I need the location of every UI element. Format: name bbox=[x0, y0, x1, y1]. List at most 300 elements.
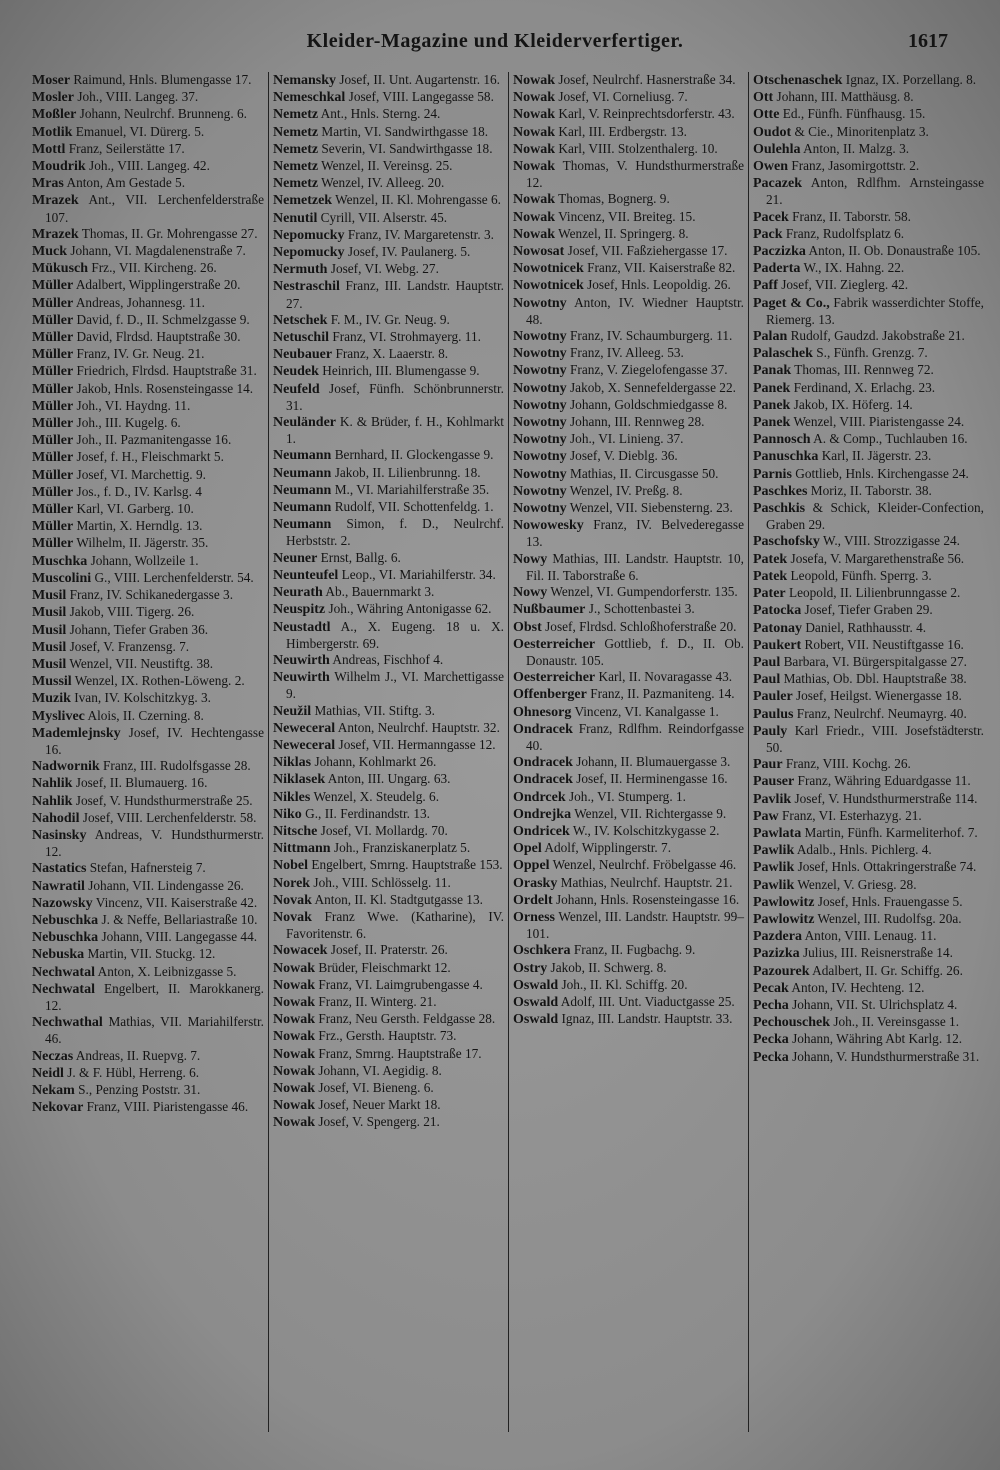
entry-name: Pauser bbox=[753, 774, 795, 790]
entry-address: Thomas, Bognerg. 9. bbox=[558, 191, 670, 207]
entry-name: Oulehla bbox=[753, 141, 801, 157]
entry-address: Karl, III. Erdbergstr. 13. bbox=[558, 123, 687, 139]
directory-entry bbox=[32, 793, 264, 810]
entry-name: Nitsche bbox=[273, 823, 318, 839]
directory-entry bbox=[753, 825, 984, 842]
entry-address: Josef, IV. Paulanerg. 5. bbox=[347, 244, 471, 260]
entry-name: Neuspitz bbox=[273, 602, 326, 618]
entry-address: Franz, Jasomirgottstr. 2. bbox=[791, 158, 920, 174]
entry-name: Musil bbox=[32, 605, 67, 621]
entry-address: Franz, IV. Belvederegasse 13. bbox=[526, 517, 745, 550]
entry-address: Johann, VII. Lindengasse 26. bbox=[88, 877, 244, 893]
entry-address: Karl, II. Novaragasse 43. bbox=[598, 669, 733, 685]
directory-entry bbox=[513, 754, 744, 771]
entry-name: Neunteufel bbox=[273, 567, 339, 583]
entry-name: Neuwirth bbox=[273, 670, 330, 686]
directory-entry bbox=[513, 789, 744, 806]
entry-address: Andreas, Johannesg. 11. bbox=[75, 294, 205, 310]
directory-entry bbox=[753, 124, 984, 141]
entry-address: Ernst, Ballg. 6. bbox=[320, 549, 401, 565]
entry-address: Joh., VI. Stumperg. 1. bbox=[568, 788, 686, 804]
entry-name: Neuländer bbox=[273, 415, 336, 431]
entry-name: Pawlowitz bbox=[753, 911, 815, 927]
entry-name: Ondracek bbox=[513, 721, 573, 737]
entry-name: Paur bbox=[753, 757, 783, 773]
entry-address: F. M., IV. Gr. Neug. 9. bbox=[330, 311, 450, 327]
directory-entry bbox=[753, 500, 984, 533]
entry-address: Josef, VII. Faßziehergasse 17. bbox=[567, 243, 728, 259]
entry-name: Nowak bbox=[513, 141, 556, 157]
directory-entry bbox=[753, 362, 984, 379]
directory-entry bbox=[513, 909, 744, 942]
entry-address: Johann, II. Blumauergasse 3. bbox=[576, 754, 731, 770]
entry-name: Pawlik bbox=[753, 877, 795, 893]
entry-name: Neumann bbox=[273, 465, 332, 481]
directory-entry bbox=[32, 964, 264, 981]
directory-entry bbox=[753, 533, 984, 550]
entry-name: Nikles bbox=[273, 789, 311, 805]
entry-address: Franz, II. Pazmaniteng. 14. bbox=[590, 686, 735, 702]
entry-name: Nadwornik bbox=[32, 759, 100, 775]
directory-entry bbox=[753, 980, 984, 997]
entry-name: Müller bbox=[32, 295, 74, 311]
entry-name: Offenberger bbox=[513, 687, 587, 703]
entry-name: Nowotny bbox=[513, 397, 567, 413]
entry-address: Wenzel, VII. Siebensterng. 23. bbox=[569, 500, 733, 516]
entry-name: Pawlowitz bbox=[753, 894, 815, 910]
entry-address: Joh., VIII. Schlösselg. 11. bbox=[313, 874, 451, 890]
entry-address: Josef, VIII. Langegasse 58. bbox=[348, 89, 494, 105]
directory-entry bbox=[753, 295, 984, 328]
entry-name: Nepomucky bbox=[273, 245, 345, 261]
entry-address: Andreas, II. Ruepvg. 7. bbox=[75, 1047, 201, 1063]
entry-address: Daniel, Rathhausstr. 4. bbox=[805, 619, 927, 635]
entry-address: Joh., VI. Linieng. 37. bbox=[570, 431, 684, 447]
entry-name: Nowotnicek bbox=[513, 261, 584, 277]
entry-address: Anton, Rdlfhm. Arnsteingasse 21. bbox=[766, 175, 985, 208]
directory-entry bbox=[32, 622, 264, 639]
entry-address: Johann, Währing Abt Karlg. 12. bbox=[792, 1031, 963, 1047]
entry-address: Ignaz, III. Landstr. Hauptstr. 33. bbox=[561, 1011, 733, 1027]
column-2 bbox=[268, 72, 508, 1432]
entry-address: Wenzel, IX. Rothen-Löweng. 2. bbox=[74, 673, 245, 689]
entry-address: Andreas, Fischhof 4. bbox=[332, 651, 444, 667]
entry-address: Franz, II. Taborstr. 58. bbox=[792, 208, 911, 224]
entry-name: Nittmann bbox=[273, 841, 331, 857]
entry-address: Ivan, IV. Kolschitzkyg. 3. bbox=[74, 690, 211, 706]
entry-name: Oesterreicher bbox=[513, 670, 596, 686]
directory-entry bbox=[32, 1082, 264, 1099]
directory-entry bbox=[273, 619, 504, 652]
directory-entry bbox=[273, 584, 504, 601]
entry-name: Nebuska bbox=[32, 947, 85, 963]
entry-address: Joh., Währing Antonigasse 62. bbox=[328, 601, 492, 617]
directory-entry bbox=[273, 857, 504, 874]
entry-address: Josefa, V. Margarethenstraße 56. bbox=[790, 550, 965, 566]
entry-name: Müller bbox=[32, 519, 74, 535]
entry-address: Wenzel, IV. Alleeg. 20. bbox=[321, 175, 445, 191]
directory-entry bbox=[753, 158, 984, 175]
directory-entry bbox=[273, 227, 504, 244]
directory-entry bbox=[273, 72, 504, 89]
directory-entry bbox=[753, 345, 984, 362]
entry-name: Patek bbox=[753, 568, 788, 584]
entry-address: Joh., II. Kl. Schiffg. 20. bbox=[561, 976, 688, 992]
directory-entry bbox=[32, 467, 264, 484]
entry-name: Nowak bbox=[513, 226, 556, 242]
directory-entry bbox=[273, 737, 504, 754]
directory-entry bbox=[513, 875, 744, 892]
entry-name: Nechwatal bbox=[32, 981, 95, 997]
entry-name: Novak bbox=[273, 892, 312, 908]
directory-entry bbox=[513, 500, 744, 517]
entry-address: Franz, Smrng. Hauptstraße 17. bbox=[318, 1045, 482, 1061]
directory-entry bbox=[513, 636, 744, 669]
entry-address: Wenzel, II. Springerg. 8. bbox=[558, 225, 689, 241]
directory-entry bbox=[32, 604, 264, 621]
entry-address: Josef, II. Unt. Augartenstr. 16. bbox=[339, 72, 500, 87]
entry-address: Wenzel, II. Vereinsg. 25. bbox=[321, 158, 453, 174]
entry-name: Nowy bbox=[513, 551, 548, 567]
directory-entry bbox=[753, 226, 984, 243]
entry-address: Franz, VIII. Piaristengasse 46. bbox=[86, 1099, 249, 1115]
entry-name: Mrazek bbox=[32, 226, 79, 242]
entry-name: Pecka bbox=[753, 1032, 789, 1048]
directory-entry bbox=[32, 673, 264, 690]
directory-entry bbox=[753, 1031, 984, 1048]
entry-address: & Cie., Minoritenplatz 3. bbox=[794, 123, 929, 139]
entry-name: Nowak bbox=[273, 960, 316, 976]
directory-entry bbox=[753, 260, 984, 277]
entry-name: Paulus bbox=[753, 706, 794, 722]
column-4 bbox=[748, 72, 988, 1432]
entry-address: J. & Neffe, Bellariastraße 10. bbox=[101, 911, 258, 927]
entry-address: Andreas, V. Hundsthurmerstr. 12. bbox=[45, 826, 265, 860]
directory-entry bbox=[513, 1011, 744, 1028]
directory-entry bbox=[32, 827, 264, 860]
entry-name: Pavlik bbox=[753, 791, 792, 807]
directory-entry bbox=[32, 912, 264, 929]
entry-name: Pacek bbox=[753, 209, 789, 225]
entry-name: Nowak bbox=[513, 124, 556, 140]
entry-address: Severin, VI. Sandwirthgasse 18. bbox=[321, 140, 493, 156]
directory-entry bbox=[753, 808, 984, 825]
directory-entry bbox=[753, 688, 984, 705]
entry-address: Johann, VI. Magdalenenstraße 7. bbox=[70, 243, 246, 259]
entry-address: Julius, III. Reisnerstraße 14. bbox=[802, 945, 953, 961]
directory-entry bbox=[273, 1046, 504, 1063]
entry-address: Mathias, Neulrchf. Hauptstr. 21. bbox=[560, 874, 733, 890]
entry-address: Anton, X. Leibnizgasse 5. bbox=[97, 963, 237, 979]
directory-entry bbox=[32, 243, 264, 260]
directory-entry bbox=[273, 567, 504, 584]
entry-address: Gottlieb, f. D., II. Ob. Donaustr. 105. bbox=[526, 635, 744, 668]
entry-address: Josef, VI. Webg. 27. bbox=[330, 261, 439, 277]
entry-name: Nowak bbox=[273, 1115, 316, 1131]
entry-name: Nowak bbox=[273, 1029, 316, 1045]
directory-entry bbox=[273, 720, 504, 737]
entry-name: Paschkis bbox=[753, 501, 806, 517]
directory-entry bbox=[32, 1099, 264, 1116]
directory-entry bbox=[32, 860, 264, 877]
directory-entry bbox=[273, 875, 504, 892]
directory-entry bbox=[513, 551, 744, 584]
entry-address: Bernhard, II. Glockengasse 9. bbox=[334, 447, 494, 463]
directory-entry bbox=[753, 551, 984, 568]
directory-entry bbox=[513, 892, 744, 909]
directory-entry bbox=[513, 517, 744, 550]
directory-entry bbox=[753, 243, 984, 260]
entry-name: Pazizka bbox=[753, 946, 800, 962]
entry-address: Josef, Neuer Markt 18. bbox=[318, 1097, 441, 1113]
entry-address: Josef, V. Dieblg. 36. bbox=[570, 448, 678, 464]
directory-entry bbox=[32, 553, 264, 570]
directory-entry bbox=[513, 857, 744, 874]
entry-address: Martin, X. Herndlg. 13. bbox=[76, 518, 203, 534]
entry-name: Orness bbox=[513, 909, 555, 925]
entry-name: Panek bbox=[753, 397, 791, 413]
directory-entry bbox=[753, 894, 984, 911]
entry-name: Musil bbox=[32, 656, 67, 672]
entry-address: Johann, Goldschmiedgasse 8. bbox=[570, 396, 728, 412]
directory-entry bbox=[32, 398, 264, 415]
directory-entry bbox=[753, 175, 984, 208]
directory-entry bbox=[513, 158, 744, 191]
entry-name: Nawratil bbox=[32, 878, 85, 894]
entry-name: Paschofsky bbox=[753, 534, 820, 550]
entry-name: Mademlejnsky bbox=[32, 725, 121, 741]
directory-entry bbox=[32, 775, 264, 792]
entry-address: S., Fünfh. Grenzg. 7. bbox=[816, 345, 928, 361]
entry-name: Nowotny bbox=[513, 346, 567, 362]
entry-address: Wenzel, III. Landstr. Hauptstr. 99–101. bbox=[526, 908, 744, 942]
entry-address: Ignaz, IX. Porzellang. 8. bbox=[845, 72, 977, 87]
directory-entry bbox=[273, 1011, 504, 1028]
entry-name: Owen bbox=[753, 159, 788, 175]
entry-name: Neustadtl bbox=[273, 619, 331, 635]
entry-name: Neužil bbox=[273, 703, 312, 719]
directory-entry bbox=[273, 652, 504, 669]
entry-name: Nekovar bbox=[32, 1100, 84, 1116]
entry-name: Neidl bbox=[32, 1065, 64, 1081]
entry-address: Anton, IV. Hechteng. 12. bbox=[791, 979, 925, 995]
entry-name: Nowotnicek bbox=[513, 278, 584, 294]
directory-entry bbox=[32, 277, 264, 294]
entry-name: Nowak bbox=[513, 159, 556, 175]
directory-entry bbox=[32, 690, 264, 707]
entry-address: Mathias, III. Landstr. Hauptstr. 10, Fil. II. Taborstraße 6. bbox=[526, 550, 744, 583]
entry-address: Stefan, Hafnersteig 7. bbox=[89, 860, 206, 876]
directory-entry bbox=[753, 568, 984, 585]
entry-name: Nasinsky bbox=[32, 827, 87, 843]
entry-address: Leop., VI. Mariahilferstr. 34. bbox=[341, 566, 496, 582]
entry-address: Franz, VI. Strohmayerg. 11. bbox=[332, 329, 481, 345]
entry-name: Nestraschil bbox=[273, 279, 340, 295]
entry-name: Müller bbox=[32, 330, 74, 346]
entry-name: Nowak bbox=[273, 1012, 316, 1028]
entry-address: Vincenz, VII. Kaiserstraße 42. bbox=[95, 894, 258, 910]
entry-name: Nemetz bbox=[273, 176, 319, 192]
directory-entry bbox=[753, 380, 984, 397]
directory-entry bbox=[513, 823, 744, 840]
entry-name: Müller bbox=[32, 467, 74, 483]
directory-entry bbox=[513, 277, 744, 294]
entry-address: Josef, VII. Zieglerg. 42. bbox=[781, 277, 909, 293]
directory-entry bbox=[753, 89, 984, 106]
entry-name: Paget & Co., bbox=[753, 295, 830, 311]
entry-name: Mrazek bbox=[32, 193, 79, 209]
directory-entry bbox=[32, 106, 264, 123]
entry-address: Joh., VI. Haydng. 11. bbox=[76, 397, 191, 413]
entry-name: Panek bbox=[753, 380, 791, 396]
directory-entry bbox=[513, 619, 744, 636]
page-header bbox=[0, 28, 1000, 58]
directory-entry bbox=[32, 708, 264, 725]
directory-entry bbox=[753, 1014, 984, 1031]
entry-address: Engelbert, Smrng. Hauptstraße 153. bbox=[311, 857, 503, 873]
entry-name: Nowak bbox=[273, 1098, 316, 1114]
entry-name: Nechwathal bbox=[32, 1015, 103, 1031]
entry-name: Neufeld bbox=[273, 381, 320, 397]
directory-entry bbox=[273, 550, 504, 567]
entry-name: Müller bbox=[32, 364, 74, 380]
entry-name: Oswald bbox=[513, 1012, 559, 1028]
directory-entry bbox=[273, 210, 504, 227]
entry-address: Anton, II. Kl. Stadtgutgasse 13. bbox=[314, 891, 483, 907]
entry-address: Frz., Gersth. Hauptstr. 73. bbox=[318, 1028, 457, 1044]
entry-name: Nermuth bbox=[273, 262, 328, 278]
entry-address: Moriz, II. Taborstr. 38. bbox=[810, 482, 932, 498]
directory-entry bbox=[32, 141, 264, 158]
directory-entry bbox=[32, 725, 264, 758]
entry-name: Mottl bbox=[32, 141, 66, 157]
entry-address: Rudolf, VII. Schottenfeldg. 1. bbox=[334, 499, 494, 515]
directory-entry bbox=[753, 1049, 984, 1066]
entry-address: Josef, Hnls. Leopoldig. 26. bbox=[587, 277, 731, 293]
directory-entry bbox=[273, 1097, 504, 1114]
directory-entry bbox=[32, 72, 264, 89]
directory-entry bbox=[273, 960, 504, 977]
entry-name: Oesterreicher bbox=[513, 636, 596, 652]
entry-name: Niklas bbox=[273, 755, 312, 771]
directory-entry bbox=[753, 791, 984, 808]
directory-entry bbox=[32, 432, 264, 449]
entry-address: M., VI. Mariahilferstraße 35. bbox=[334, 481, 490, 497]
directory-entry bbox=[32, 587, 264, 604]
directory-entry bbox=[32, 329, 264, 346]
directory-entry bbox=[273, 261, 504, 278]
entry-name: Mussil bbox=[32, 674, 72, 690]
directory-entry bbox=[32, 758, 264, 775]
entry-name: Paczizka bbox=[753, 244, 806, 260]
entry-address: W., IV. Kolschitzkygasse 2. bbox=[572, 822, 720, 838]
entry-address: Josef, V. Franzensg. 7. bbox=[69, 638, 190, 654]
entry-address: Franz, III. Rudolfsgasse 28. bbox=[103, 758, 251, 774]
entry-name: Nemetz bbox=[273, 107, 319, 123]
entry-name: Nowowesky bbox=[513, 518, 584, 534]
entry-address: Johann, III. Rennweg 28. bbox=[570, 414, 705, 430]
entry-address: Josef, Fünfh. Schönbrunnerstr. 31. bbox=[286, 380, 505, 413]
entry-address: Josef, Flrdsd. Schloßhoferstraße 20. bbox=[545, 618, 737, 634]
directory-entry bbox=[513, 295, 744, 328]
directory-entry bbox=[753, 620, 984, 637]
directory-entry bbox=[32, 484, 264, 501]
entry-name: Nahlik bbox=[32, 793, 73, 809]
directory-entry bbox=[32, 415, 264, 432]
directory-entry bbox=[513, 124, 744, 141]
entry-address: Martin, VII. Stuckg. 12. bbox=[87, 946, 216, 962]
entry-address: Joh., VIII. Langeg. 37. bbox=[77, 89, 199, 105]
entry-name: Paff bbox=[753, 278, 778, 294]
entry-address: Joh., II. Vereinsgasse 1. bbox=[833, 1014, 960, 1030]
entry-address: Wenzel, IV. Preßg. 8. bbox=[569, 482, 683, 498]
directory-entry bbox=[753, 483, 984, 500]
entry-address: Johann, VI. Aegidig. 8. bbox=[318, 1062, 442, 1078]
entry-name: Palaschek bbox=[753, 346, 813, 362]
entry-address: Joh., Franziskanerplatz 5. bbox=[333, 840, 471, 856]
directory-entry bbox=[513, 345, 744, 362]
entry-address: Anton, Am Gestade 5. bbox=[66, 175, 186, 191]
directory-entry bbox=[273, 840, 504, 857]
entry-address: Josef, II. Praterstr. 26. bbox=[330, 942, 448, 958]
entry-name: Moßler bbox=[32, 107, 77, 123]
directory-entry bbox=[273, 909, 504, 942]
entry-address: Thomas, V. Hundsthurmerstraße 12. bbox=[526, 158, 744, 191]
directory-entry bbox=[753, 877, 984, 894]
entry-address: Wenzel, X. Steudelg. 6. bbox=[313, 788, 440, 804]
entry-name: Pack bbox=[753, 226, 783, 242]
directory-entry bbox=[32, 1065, 264, 1082]
entry-name: Patocka bbox=[753, 603, 802, 619]
entry-address: Gottlieb, Hnls. Kirchengasse 24. bbox=[795, 465, 969, 481]
entry-name: Nenutil bbox=[273, 210, 318, 226]
entry-address: Wenzel, III. Rudolfsg. 20a. bbox=[817, 910, 962, 926]
entry-name: Nowotny bbox=[513, 295, 567, 311]
entry-address: Josef, Tiefer Graben 29. bbox=[804, 602, 933, 618]
entry-address: Wenzel, VII. Richtergasse 9. bbox=[574, 805, 727, 821]
entry-name: Nemetzek bbox=[273, 193, 333, 209]
directory-entry bbox=[32, 878, 264, 895]
entry-name: Nemansky bbox=[273, 73, 337, 88]
entry-address: Anton, IV. Wiedner Hauptstr. 48. bbox=[526, 294, 745, 327]
entry-name: Ondracek bbox=[513, 755, 573, 771]
directory-entry bbox=[513, 840, 744, 857]
entry-name: Pauler bbox=[753, 689, 793, 705]
entry-address: Barbara, VI. Bürgerspitalgasse 27. bbox=[783, 653, 967, 669]
entry-address: Brüder, Fleischmarkt 12. bbox=[318, 959, 451, 975]
directory-entry bbox=[753, 637, 984, 654]
entry-address: Johann, VII. St. Ulrichsplatz 4. bbox=[792, 996, 958, 1012]
directory-entry bbox=[273, 465, 504, 482]
entry-address: Leopold, Fünfh. Sperrg. 3. bbox=[790, 567, 932, 583]
entry-address: Martin, Fünfh. Karmeliterhof. 7. bbox=[804, 824, 978, 840]
entry-name: Musil bbox=[32, 622, 67, 638]
entry-address: Franz, III. Landstr. Hauptstr. 27. bbox=[286, 278, 504, 311]
directory-entry bbox=[32, 175, 264, 192]
entry-address: Jos., f. D., IV. Karlsg. 4 bbox=[76, 483, 202, 499]
directory-entry bbox=[273, 703, 504, 720]
entry-address: Mathias, VII. Mariahilferstr. 46. bbox=[45, 1014, 264, 1047]
directory-entry bbox=[273, 244, 504, 261]
entry-address: Rudolf, Gaudzd. Jakobstraße 21. bbox=[790, 328, 965, 344]
entry-address: Jakob, IX. Höferg. 14. bbox=[793, 396, 913, 412]
entry-name: Nowosat bbox=[513, 244, 565, 260]
entry-address: Johann, Neulrchf. Brunneng. 6. bbox=[79, 106, 247, 122]
directory-entry bbox=[32, 570, 264, 587]
entry-address: Johann, Tiefer Graben 36. bbox=[69, 621, 209, 637]
directory-entry bbox=[32, 449, 264, 466]
entry-address: Josef, Hnls. Ottakringerstraße 74. bbox=[797, 859, 977, 875]
